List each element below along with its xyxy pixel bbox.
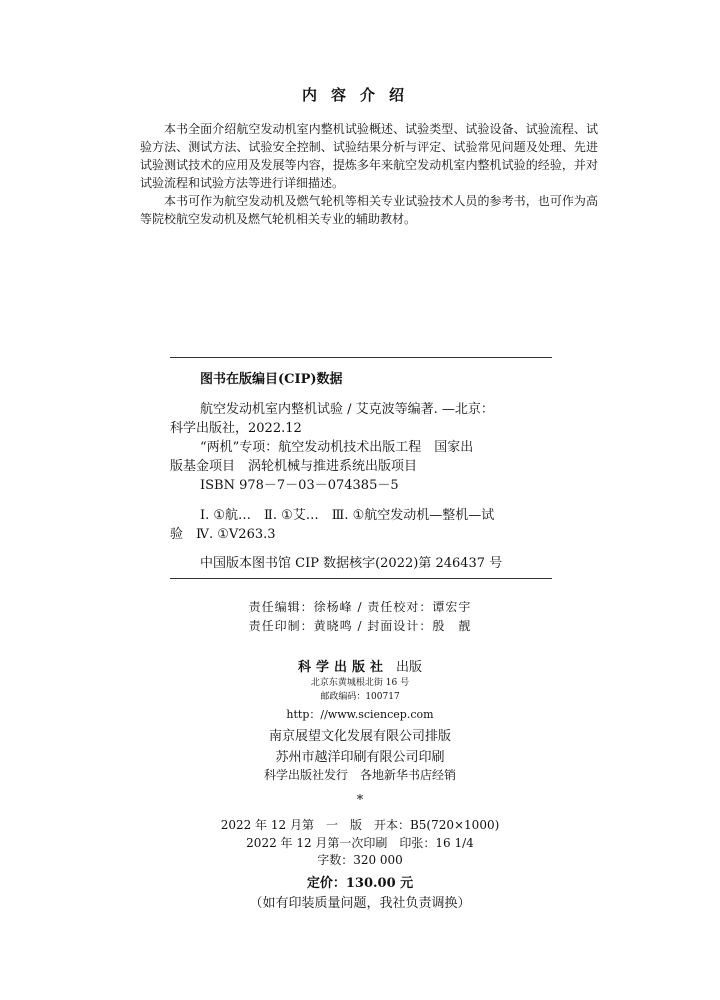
intro-paragraph-1: 本书全面介绍航空发动机室内整机试验概述、试验类型、试验设备、试验流程、试验方法、测试方法、试验安全控制、试验结果分析与评定、试验常见问题及处理、先进试验测试技术的应用及发展等内容，提炼多年来航空发动机室内整机试验的经验，并对试验流程和试验方法等进行详细描述。 xyxy=(140,122,598,190)
price: 定价：130.00 元 xyxy=(306,876,414,891)
intro-paragraph-2: 本书可作为航空发动机及燃气轮机等相关专业试验技术人员的参考书，也可作为高等院校航空发动机及燃气轮机相关专业的辅助教材。 xyxy=(140,194,598,226)
cip-line-7: 验 Ⅳ. ①V263.3 xyxy=(170,527,276,542)
publisher-logo: 科学出版社 xyxy=(297,660,388,675)
staff-credits xyxy=(0,598,720,636)
staff-line-1: 责任编辑：徐杨峰 / 责任校对：谭宏宇 xyxy=(248,600,472,614)
cip-bottom-rule xyxy=(170,578,552,579)
cip-record xyxy=(170,400,552,495)
publisher-address: 北京东黄城根北街 16 号 xyxy=(310,678,410,688)
cip-line-3: “两机”专项：航空发动机技术出版工程 国家出 xyxy=(200,440,474,455)
intro-body xyxy=(140,120,598,228)
cip-number xyxy=(170,554,552,573)
cip-line-2: 科学出版社，2022.12 xyxy=(170,421,302,436)
cip-line-1: 航空发动机室内整机试验 / 艾克波等编著. —北京： xyxy=(200,402,494,417)
staff-line-2: 责任印制：黄晓鸣 / 封面设计：殷 靓 xyxy=(248,619,472,633)
cip-line-6: Ⅰ. ①航… Ⅱ. ①艾… Ⅲ. ①航空发动机—整机—试 xyxy=(200,508,495,523)
cip-top-rule xyxy=(170,357,552,358)
typesetter: 南京展望文化发展有限公司排版 xyxy=(268,729,451,744)
publisher-postcode: 邮政编码：100717 xyxy=(320,692,400,702)
publisher-suffix: 出版 xyxy=(396,660,423,675)
intro-title: 内容介绍 xyxy=(301,86,418,104)
distributor: 科学出版社发行 各地新华书店经销 xyxy=(263,768,456,782)
printer: 苏州市越洋印刷有限公司印刷 xyxy=(275,750,445,765)
cip-title: 图书在版编目(CIP)数据 xyxy=(200,372,343,387)
publisher-url: http：//www.sciencep.com xyxy=(286,708,434,721)
word-count: 字数：320 000 xyxy=(317,853,403,867)
separator-asterisk: * xyxy=(356,793,364,808)
edition-line-1: 2022 年 12 月第 一 版 开本：B5(720×1000) xyxy=(220,818,500,832)
publisher-imprint xyxy=(0,656,720,675)
cip-line-5: ISBN 978－7－03－074385－5 xyxy=(200,478,399,493)
cip-classification xyxy=(170,506,552,544)
edition-line-2: 2022 年 12 月第一次印刷 印张：16 1/4 xyxy=(246,836,474,850)
cip-line-4: 版基金项目 涡轮机械与推进系统出版项目 xyxy=(170,459,418,474)
quality-notice: （如有印装质量问题，我社负责调换） xyxy=(249,896,471,911)
cip-line-8: 中国版本图书馆 CIP 数据核字(2022)第 246437 号 xyxy=(200,556,503,571)
